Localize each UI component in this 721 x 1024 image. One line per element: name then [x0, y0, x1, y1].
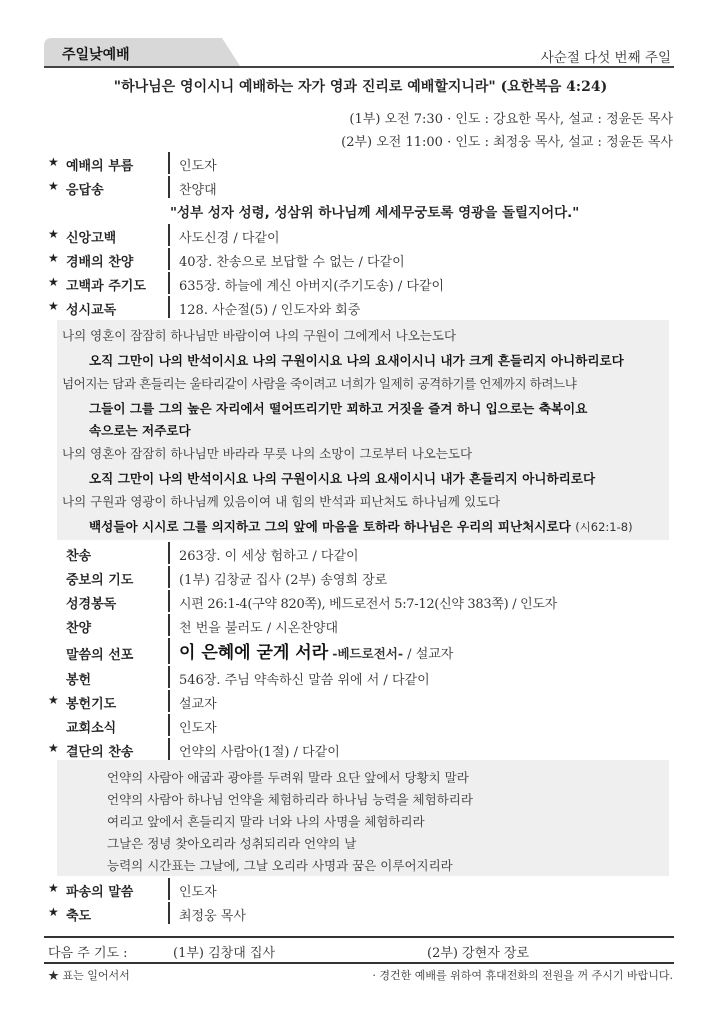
- lyric-line: 여리고 앞에서 흔들리지 말라 너와 나의 사명을 체험하리라: [107, 814, 425, 829]
- divider: [168, 638, 170, 664]
- order-item-label: 성경봉독: [66, 597, 117, 612]
- sermon-title: 이 은혜에 굳게 서라: [179, 643, 329, 663]
- order-item-label: 찬양: [66, 621, 92, 636]
- order-item-label: 봉헌기도: [66, 697, 117, 712]
- order-item-value: (1부) 김창균 집사 (2부) 송영희 장로: [179, 573, 388, 588]
- order-item-label: 찬송: [66, 549, 92, 564]
- divider: [168, 248, 170, 270]
- reading-line-congregation: 속으로는 저주로다: [89, 423, 191, 438]
- divider: [168, 738, 170, 760]
- order-item-label: 파송의 말씀: [66, 885, 134, 900]
- reading-line-congregation: 오직 그만이 나의 반석이시요 나의 구원이시요 나의 요새이시니 내가 크게 흔들리지 아니하리로다: [89, 353, 624, 368]
- order-item: [48, 296, 678, 318]
- standing-star-icon: ★: [48, 179, 59, 193]
- divider: [168, 666, 170, 688]
- order-item-label: 신앙고백: [66, 231, 117, 246]
- divider: [168, 566, 170, 588]
- divider: [168, 542, 170, 564]
- divider: [168, 176, 170, 198]
- responsive-reading: [57, 320, 669, 540]
- order-item: [48, 666, 678, 688]
- order-item-value: 635장. 하늘에 계신 아버지(주기도송) / 다같이: [179, 279, 445, 294]
- order-item-value: 설교자: [179, 697, 217, 712]
- reading-line-leader: 나의 영혼아 잠잠히 하나님만 바라라 무릇 나의 소망이 그로부터 나오는도다: [62, 446, 473, 461]
- sermon-row: [48, 638, 678, 664]
- reading-line-leader: 나의 구원과 영광이 하나님께 있음이여 내 힘의 반석과 피난처도 하나님께 있도다: [62, 494, 501, 509]
- order-item-label: 고백과 주기도: [66, 279, 146, 294]
- order-item: [48, 566, 678, 588]
- order-item: [48, 714, 678, 736]
- next-week-prayer-label: 다음 주 기도 :: [48, 946, 128, 961]
- order-item: [48, 738, 678, 760]
- order-item-value: 인도자: [179, 885, 217, 900]
- order-item-value: 사도신경 / 다같이: [179, 231, 280, 246]
- sermon-line: [179, 638, 453, 663]
- divider: [168, 614, 170, 636]
- order-item-value: 546장. 주님 약속하신 말씀 위에 서 / 다같이: [179, 673, 430, 688]
- service-title: 주일낮예배: [62, 47, 130, 63]
- reading-line-leader: 넘어지는 담과 흔들리는 울타리같이 사람을 죽이려고 너희가 일제히 공격하기를 언제까지 하려느냐: [62, 376, 577, 391]
- order-item-label: 교회소식: [66, 721, 117, 736]
- order-item-value: 128. 사순절(5) / 인도자와 회중: [179, 303, 361, 318]
- order-item-label: 응답송: [66, 183, 104, 198]
- service-time-second: (2부) 오전 11:00 · 인도 : 최정웅 목사, 설교 : 정윤돈 목사: [341, 135, 673, 150]
- order-item-label: 결단의 찬송: [66, 745, 134, 760]
- order-item: [48, 878, 678, 900]
- reading-line-congregation: [89, 516, 633, 535]
- lyric-line: 언약의 사람아 하나님 언약을 체험하리라 하나님 능력을 체험하리라: [107, 792, 473, 807]
- order-item-label: 중보의 기도: [66, 573, 134, 588]
- order-item: [48, 542, 678, 564]
- order-item-value: 천 번을 불러도 / 시온찬양대: [179, 621, 339, 636]
- order-item: [48, 272, 678, 294]
- divider: [168, 878, 170, 900]
- divider: [168, 690, 170, 712]
- divider: [168, 296, 170, 318]
- order-item-value: 시편 26:1-4(구약 820쪽), 베드로전서 5:7-12(신약 383쪽) / 인도자: [179, 597, 557, 612]
- divider: [168, 152, 170, 174]
- order-item-value: 인도자: [179, 159, 217, 174]
- order-item: [48, 224, 678, 246]
- section-tab: [44, 38, 240, 66]
- order-item-label: 예배의 부름: [66, 159, 134, 174]
- standing-star-icon: ★: [48, 881, 59, 895]
- standing-star-icon: ★: [48, 299, 59, 313]
- order-item-value: 40장. 찬송으로 보답할 수 없는 / 다같이: [179, 255, 405, 270]
- service-time-first: (1부) 오전 7:30 · 인도 : 강요한 목사, 설교 : 정윤돈 목사: [349, 112, 673, 127]
- standing-star-icon: ★: [48, 251, 59, 265]
- order-item-value: 언약의 사람아(1절) / 다같이: [179, 745, 340, 760]
- phone-note: · 경건한 예배를 위하여 휴대전화의 전원을 꺼 주시기 바랍니다.: [372, 969, 673, 982]
- order-item: [48, 902, 678, 924]
- divider: [168, 714, 170, 736]
- next-week-prayer-second: (2부) 강현자 장로: [427, 946, 530, 961]
- order-item-label: 말씀의 선포: [66, 648, 134, 663]
- standing-note: ★ 표는 일어서서: [48, 969, 130, 982]
- liturgical-season: 사순절 다섯 번째 주일: [540, 50, 671, 66]
- footer-divider-top: [44, 936, 674, 938]
- order-item-label: 축도: [66, 909, 92, 924]
- order-item: [48, 152, 678, 174]
- divider: [168, 902, 170, 924]
- order-item: [48, 176, 678, 198]
- reading-line-congregation: 그들이 그를 그의 높은 자리에서 떨어뜨리기만 꾀하고 거짓을 즐겨 하니 입으로는 축복이요: [89, 401, 588, 416]
- order-item-value: 찬양대: [179, 183, 217, 198]
- standing-star-icon: ★: [48, 741, 59, 755]
- theme-verse: "하나님은 영이시니 예배하는 자가 영과 진리로 예배할지니라" (요한복음 4:24): [113, 79, 608, 95]
- divider: [168, 224, 170, 246]
- scripture-reference: (시62:1-8): [575, 520, 633, 534]
- standing-star-icon: ★: [48, 275, 59, 289]
- hymn-lyrics: [57, 760, 669, 876]
- reading-text: 백성들아 시시로 그를 의지하고 그의 앞에 마음을 토하라 하나님은 우리의 피난처시로다: [89, 519, 571, 534]
- order-item: [48, 590, 678, 612]
- lyric-line: 그날은 정녕 찾아오리라 성취되리라 언약의 날: [107, 836, 357, 851]
- order-item-value: 최정웅 목사: [179, 909, 246, 924]
- standing-star-icon: ★: [48, 227, 59, 241]
- sermon-preacher: / 설교자: [403, 647, 454, 662]
- order-item-value: 인도자: [179, 721, 217, 736]
- order-item-label: 봉헌: [66, 673, 92, 688]
- standing-star-icon: ★: [48, 693, 59, 707]
- order-item: [48, 614, 678, 636]
- footer-divider-bottom: [44, 962, 674, 964]
- lyric-line: 능력의 시간표는 그날에, 그날 오리라 사명과 꿈은 이루어지리라: [107, 858, 453, 873]
- header-divider: [44, 66, 674, 68]
- next-week-prayer-first: (1부) 김창대 집사: [173, 946, 276, 961]
- sermon-book: -베드로전서-: [332, 646, 404, 661]
- order-item: [48, 690, 678, 712]
- divider: [168, 590, 170, 612]
- order-item-label: 경배의 찬양: [66, 255, 134, 270]
- order-item-label: 성시교독: [66, 303, 117, 318]
- choir-response: "성부 성자 성령, 성삼위 하나님께 세세무궁토록 영광을 돌릴지어다.": [170, 205, 580, 221]
- order-item: [48, 248, 678, 270]
- reading-line-leader: 나의 영혼이 잠잠히 하나님만 바람이여 나의 구원이 그에게서 나오는도다: [62, 328, 457, 343]
- standing-star-icon: ★: [48, 155, 59, 169]
- divider: [168, 272, 170, 294]
- lyric-line: 언약의 사람아 애굽과 광야를 두려워 말라 요단 앞에서 당황치 말라: [107, 770, 469, 785]
- order-item-value: 263장. 이 세상 험하고 / 다같이: [179, 549, 359, 564]
- reading-line-congregation: 오직 그만이 나의 반석이시요 나의 구원이시요 나의 요새이시니 내가 흔들리지 아니하리로다: [89, 471, 596, 486]
- standing-star-icon: ★: [48, 905, 59, 919]
